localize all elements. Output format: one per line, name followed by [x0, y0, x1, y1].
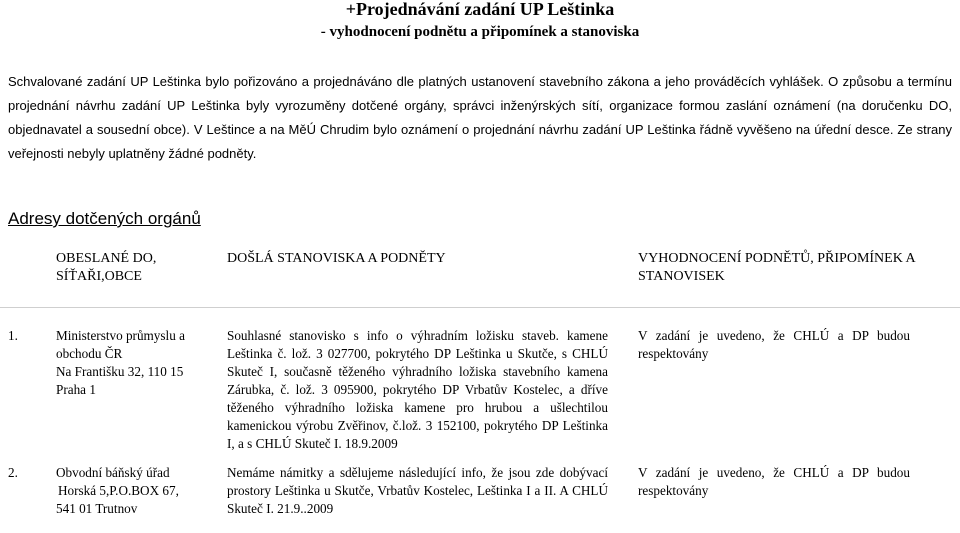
header-responses: DOŠLÁ STANOVISKA A PODNĚTY [227, 251, 446, 266]
row-2-sender-line: Obvodní báňský úřad [56, 465, 170, 480]
row-2-number: 2. [8, 465, 18, 480]
row-2-response: Nemáme námitky a sdělujeme následující info, že jsou zde dobývací prostory Leštinka u Skutče, Vrbatův Kostelec, Leštinka I a II. A CHLÚ Skuteč I. 21.9..2009 [227, 465, 608, 516]
row-1-sender-line: Ministerstvo průmyslu a [56, 328, 185, 343]
row-2-evaluation: V zadání je uvedeno, že CHLÚ a DP budou respektovány [638, 465, 910, 498]
page-subtitle: - vyhodnocení podnětu a připomínek a stanoviska [320, 24, 640, 40]
row-1-sender-line: Na Františku 32, 110 15 [56, 364, 184, 379]
row-1-number: 1. [8, 328, 18, 343]
header-evaluation: VYHODNOCENÍ PODNĚTŮ, PŘIPOMÍNEK A STANOVISEK [638, 251, 915, 284]
row-1-sender-line: Praha 1 [56, 382, 96, 397]
page-title: +Projednávání zadání UP Leštinka [345, 0, 615, 19]
header-senders: OBESLANÉ DO, SÍŤAŘI,OBCE [56, 251, 157, 284]
row-2-sender-line: 541 01 Trutnov [56, 501, 138, 516]
section-title: Adresy dotčených orgánů [8, 209, 201, 228]
row-2-sender [56, 464, 206, 518]
row-1-sender-line: obchodu ČR [56, 346, 123, 361]
row-2-sender-line: Horská 5,P.O.BOX 67, [58, 483, 179, 498]
table-divider [0, 307, 960, 308]
row-1-response: Souhlasné stanovisko s info o výhradním ložisku staveb. kamene Leštinka č. lož. 3 027700, pokrytého DP Leštinka u Skutče, s CHLÚ Skuteč I, současně těženého výhradního ložiska stavebního kamena Zárubka, č. lož. 3 095900, pokrytého DP Vrbatův Kostelec, a dříve těženého výhradního ložiska kamene pro hrubou a ušlechtilou kamenickou výrobu Zvěřinov, č.lož. 3 152100, pokrytého DP Leštinka I, a s CHLÚ Skuteč I. 18.9.2009 [227, 328, 608, 451]
intro-paragraph: Schvalované zadání UP Leštinka bylo pořizováno a projednáváno dle platných ustanovení stavebního zákona a jeho prováděcích vyhlášek. O způsobu a termínu projednání návrhu zadání UP Leštinka byly vyrozuměny dotčené orgány, správci inženýrských sítí, organizace formou zaslání oznámení (na doručenku DO, objednavatel a sousední obce). V Leštince a na MěÚ Chrudim bylo oznámení o projednání návrhu zadání UP Leštinka řádně vyvěšeno na úřední desce. Ze strany veřejnosti nebyly uplatněny žádné podněty. [8, 74, 952, 161]
row-1-sender [56, 327, 206, 399]
row-1-evaluation: V zadání je uvedeno, že CHLÚ a DP budou respektovány [638, 328, 910, 361]
